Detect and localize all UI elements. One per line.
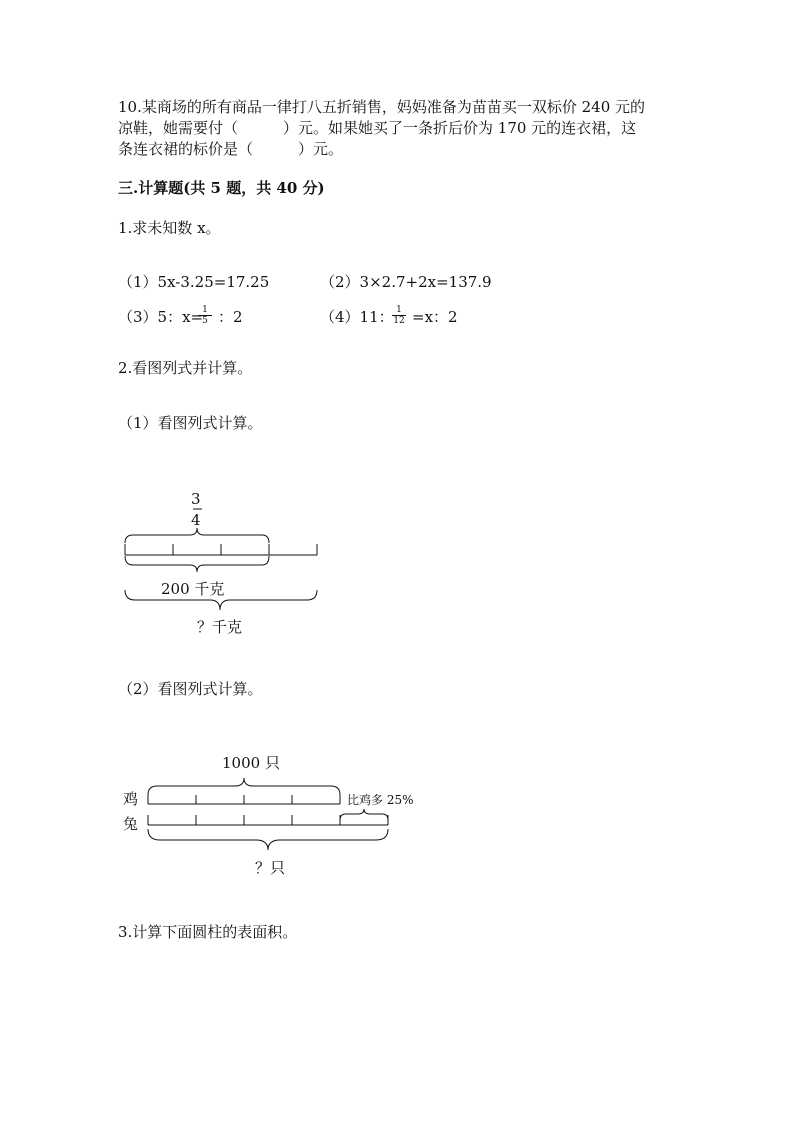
extra-part-brace	[340, 809, 388, 820]
top-brace-total	[148, 778, 340, 795]
equation-4-suffix: =x：2	[412, 308, 458, 326]
problem-2-title: 2.看图列式并计算。	[118, 359, 253, 377]
fraction-denominator: 5	[202, 316, 208, 326]
q10-line-3: 条连衣裙的标价是（ ）元。	[118, 140, 344, 158]
q10-line-1: 10.某商场的所有商品一律打八五折销售，妈妈准备为苗苗买一双标价 240 元的	[118, 98, 646, 116]
diagram-1-known-label: 200 千克	[161, 580, 225, 598]
problem-3-title: 3.计算下面圆柱的表面积。	[118, 923, 298, 941]
equation-4-prefix: （4）11：	[320, 308, 394, 326]
diagram-2-chicken-label: 鸡	[123, 790, 139, 808]
q10-line-2: 凉鞋，她需要付（ ）元。如果她买了一条折后价为 170 元的连衣裙，这	[118, 119, 637, 137]
fraction-numerator: 1	[392, 305, 406, 316]
sub-problem-2-title: （2）看图列式计算。	[118, 680, 263, 698]
equation-3-prefix: （3）5：x=	[118, 308, 204, 326]
equation-3-suffix: ：2	[218, 308, 243, 326]
diagram-1-fraction-numerator: 3	[191, 490, 201, 508]
bottom-brace-rabbit	[148, 829, 388, 850]
sub-problem-1-title: （1）看图列式计算。	[118, 414, 263, 432]
diagram-2-unknown-label: ？只	[255, 859, 286, 877]
equation-1: （1）5x-3.25=17.25	[118, 273, 270, 291]
diagram-2-more-label: 比鸡多 25%	[347, 793, 414, 807]
section-title: 三.计算题(共 5 题，共 40 分)	[118, 179, 325, 197]
fraction-numerator: 1	[198, 305, 212, 316]
diagram-2-total-label: 1000 只	[222, 754, 280, 772]
fraction-denominator: 12	[393, 316, 405, 326]
diagram-1-fraction-denominator: 4	[191, 511, 201, 529]
diagram-2-rabbit-label: 兔	[123, 815, 139, 833]
diagram-1-unknown-label: ？千克	[197, 618, 243, 636]
problem-1-title: 1.求未知数 x。	[118, 219, 221, 237]
equation-2: （2）3×2.7+2x=137.9	[320, 273, 492, 291]
